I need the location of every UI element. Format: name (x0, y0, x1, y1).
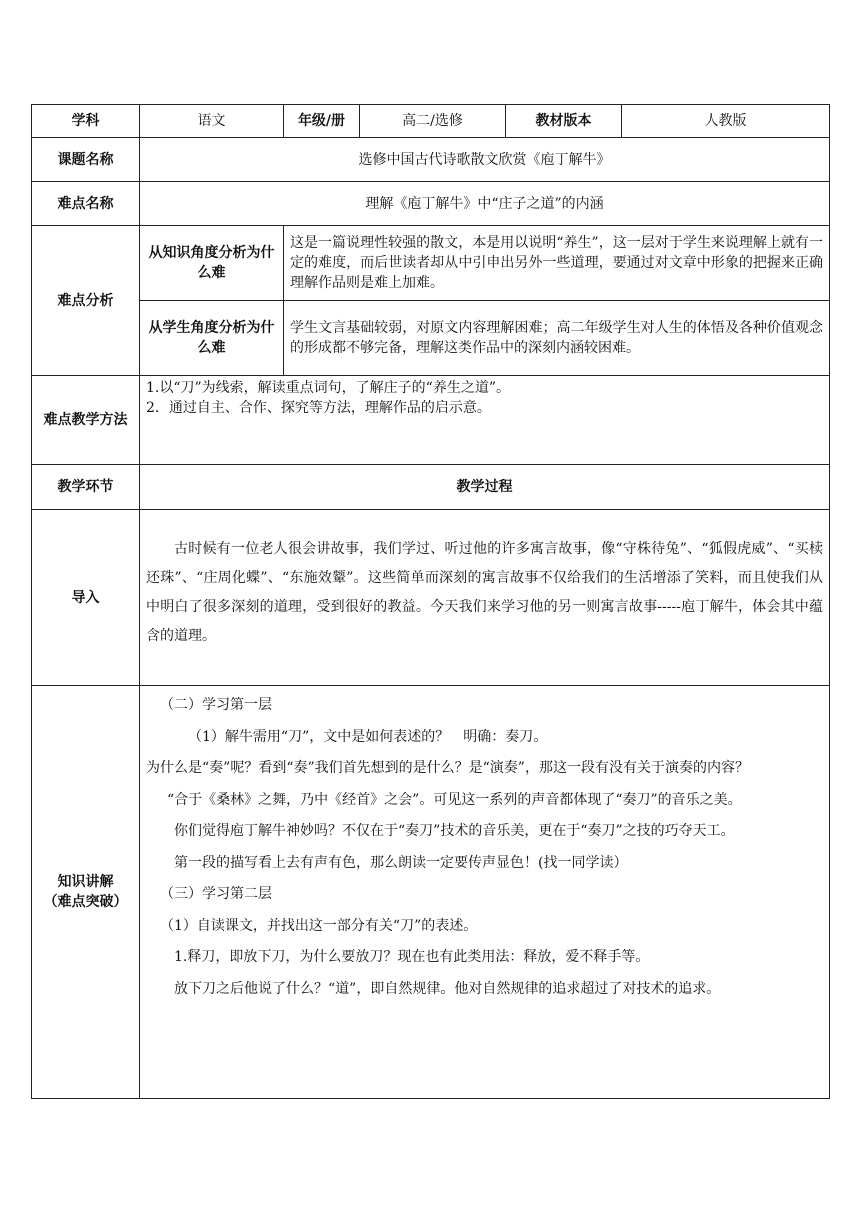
knowledge-angle-label: 从知识角度分析为什么难 (140, 226, 284, 301)
knowledge-label-line1: 知识讲解 (57, 874, 114, 890)
knowledge-paragraph: （1）解牛需用“刀”，文中是如何表述的？ 明确：奏刀。 (188, 728, 548, 745)
knowledge-paragraph: 你们觉得庖丁解牛神妙吗？不仅在于“奏刀”技术的音乐美，更在于“奏刀”之技的巧夺天工。 (174, 823, 735, 839)
process-header-row (32, 465, 830, 510)
grade-label: 年级/册 (284, 105, 360, 138)
intro-content (140, 510, 830, 686)
methods-row (32, 376, 830, 465)
knowledge-paragraph: 放下刀之后他说了什么？“道”，即自然规律。他对自然规律的追求超过了对技术的追求。 (174, 980, 721, 997)
difficulty-label: 难点名称 (32, 182, 140, 226)
knowledge-paragraph: 第一段的描写看上去有声有色，那么朗读一定要传声显色！(找一同学读） (174, 854, 628, 871)
intro-label: 导入 (32, 510, 140, 686)
knowledge-label-line2: （难点突破） (43, 894, 128, 910)
methods-content (140, 376, 830, 465)
knowledge-paragraph: “合于《桑林》之舞，乃中《经首》之会”。可见这一系列的声音都体现了“奏刀”的音乐之美。 (167, 791, 742, 808)
analysis-row-student (32, 301, 830, 376)
analysis-row-knowledge (32, 226, 830, 301)
knowledge-label (32, 686, 140, 1099)
subject-label: 学科 (32, 105, 140, 138)
process-label: 教学过程 (140, 465, 830, 510)
intro-row (32, 510, 830, 686)
student-angle-label: 从学生角度分析为什么难 (140, 301, 284, 376)
topic-row (32, 138, 830, 182)
grade-value: 高二/选修 (360, 105, 506, 138)
methods-label: 难点教学方法 (32, 376, 140, 465)
knowledge-paragraph: 1.释刀，即放下刀，为什么要放刀？现在也有此类用法：释放，爱不释手等。 (174, 949, 650, 965)
textbook-value: 人教版 (622, 105, 830, 138)
difficulty-value: 理解《庖丁解牛》中“庄子之道”的内涵 (140, 182, 830, 226)
analysis-label: 难点分析 (32, 226, 140, 376)
knowledge-content (140, 686, 830, 1099)
topic-value: 选修中国古代诗歌散文欣赏《庖丁解牛》 (140, 138, 830, 182)
subject-value: 语文 (140, 105, 284, 138)
knowledge-angle-text: 这是一篇说理性较强的散文，本是用以说明“养生”，这一层对于学生来说理解上就有一定的难度，而后世读者却从中引申出另外一些道理，要通过对文章中形象的把握来正确理解作品则是难上加难。 (284, 226, 830, 301)
knowledge-paragraph: 为什么是“奏”呢？看到“奏”我们首先想到的是什么？是“演奏”，那这一段有没有关于演奏的内容？ (146, 760, 749, 776)
method-item: 2．通过自主、合作、探究等方法，理解作品的启示意。 (146, 400, 491, 416)
header-row (32, 105, 830, 138)
knowledge-row (32, 686, 830, 1099)
intro-text: 古时候有一位老人很会讲故事，我们学过、听过他的许多寓言故事，像“守株待兔”、“狐假虎威”、“买椟还珠”、“庄周化蝶”、“东施效颦”。这些简单而深刻的寓言故事不仅给我们的生活增添了笑料，而且使我们从中明白了很多深刻的道理，受到很好的教益。今天我们来学习他的另一则寓言故事-----庖丁解牛，体会其中蕴含的道理。 (146, 540, 823, 644)
student-angle-text: 学生文言基础较弱，对原文内容理解困难；高二年级学生对人生的体悟及各种价值观念的形成都不够完备，理解这类作品中的深刻内涵较困难。 (284, 301, 830, 376)
textbook-label: 教材版本 (506, 105, 622, 138)
lesson-plan-table (31, 104, 830, 1099)
process-stage-label: 教学环节 (32, 465, 140, 510)
method-item: 1.以“刀”为线索，解读重点词句，了解庄子的“养生之道”。 (146, 380, 510, 396)
topic-label: 课题名称 (32, 138, 140, 182)
knowledge-paragraph: （二）学习第一层 (160, 697, 272, 713)
difficulty-row (32, 182, 830, 226)
knowledge-paragraph: （1）自读课文，并找出这一部分有关“刀”的表述。 (160, 917, 478, 934)
knowledge-paragraph: （三）学习第二层 (160, 886, 272, 902)
